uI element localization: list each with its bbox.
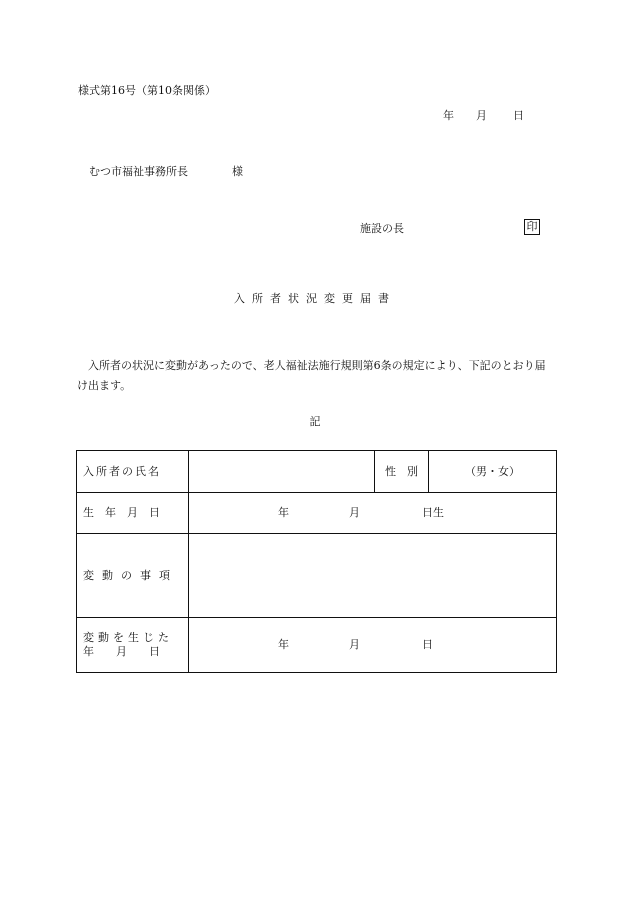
- ki-label: 記: [309, 415, 321, 428]
- sex-options[interactable]: （男・女）: [429, 451, 557, 493]
- change-date-label-line2: 年 月 日: [83, 645, 160, 658]
- date-year: 年: [443, 109, 454, 122]
- resident-name-field[interactable]: [189, 451, 375, 493]
- change-year: 年: [278, 638, 289, 651]
- resident-name-label: 入所者の氏名: [77, 451, 189, 493]
- table-row-change-date: [77, 618, 557, 673]
- addressee-name: むつ市福祉事務所長: [89, 165, 188, 178]
- addressee-honorific: 様: [232, 165, 243, 178]
- change-date-field[interactable]: [189, 618, 557, 673]
- body-text: 入所者の状況に変動があったので、老人福祉法施行規則第6条の規定により、下記のとおり届け出ます。: [77, 359, 546, 392]
- birth-year: 年: [278, 506, 289, 519]
- birthdate-field[interactable]: [189, 493, 557, 534]
- date-month: 月: [476, 109, 487, 122]
- change-item-label: 変動の事項: [77, 534, 189, 618]
- table-row-name: [77, 451, 557, 493]
- change-date-label-line1: 変動を生じた: [83, 631, 173, 644]
- addressee: [89, 165, 243, 179]
- date-day: 日: [513, 109, 524, 122]
- table-row-change: [77, 534, 557, 618]
- change-item-field[interactable]: [189, 534, 557, 618]
- birth-day: 日生: [422, 506, 444, 519]
- facility-head-label: 施設の長: [360, 222, 404, 235]
- change-month: 月: [349, 638, 360, 651]
- birthdate-label: 生 年 月 日: [77, 493, 189, 534]
- change-day: 日: [422, 638, 433, 651]
- document-title: 入所者状況変更届書: [234, 292, 396, 305]
- seal-mark: 印: [524, 219, 540, 235]
- change-date-label: [77, 618, 189, 673]
- form-number: 様式第16号（第10条関係）: [78, 84, 216, 97]
- birth-month: 月: [349, 506, 360, 519]
- sex-label: 性 別: [375, 451, 429, 493]
- table-row-birthdate: [77, 493, 557, 534]
- info-table: [76, 450, 557, 673]
- submission-date: [443, 109, 524, 123]
